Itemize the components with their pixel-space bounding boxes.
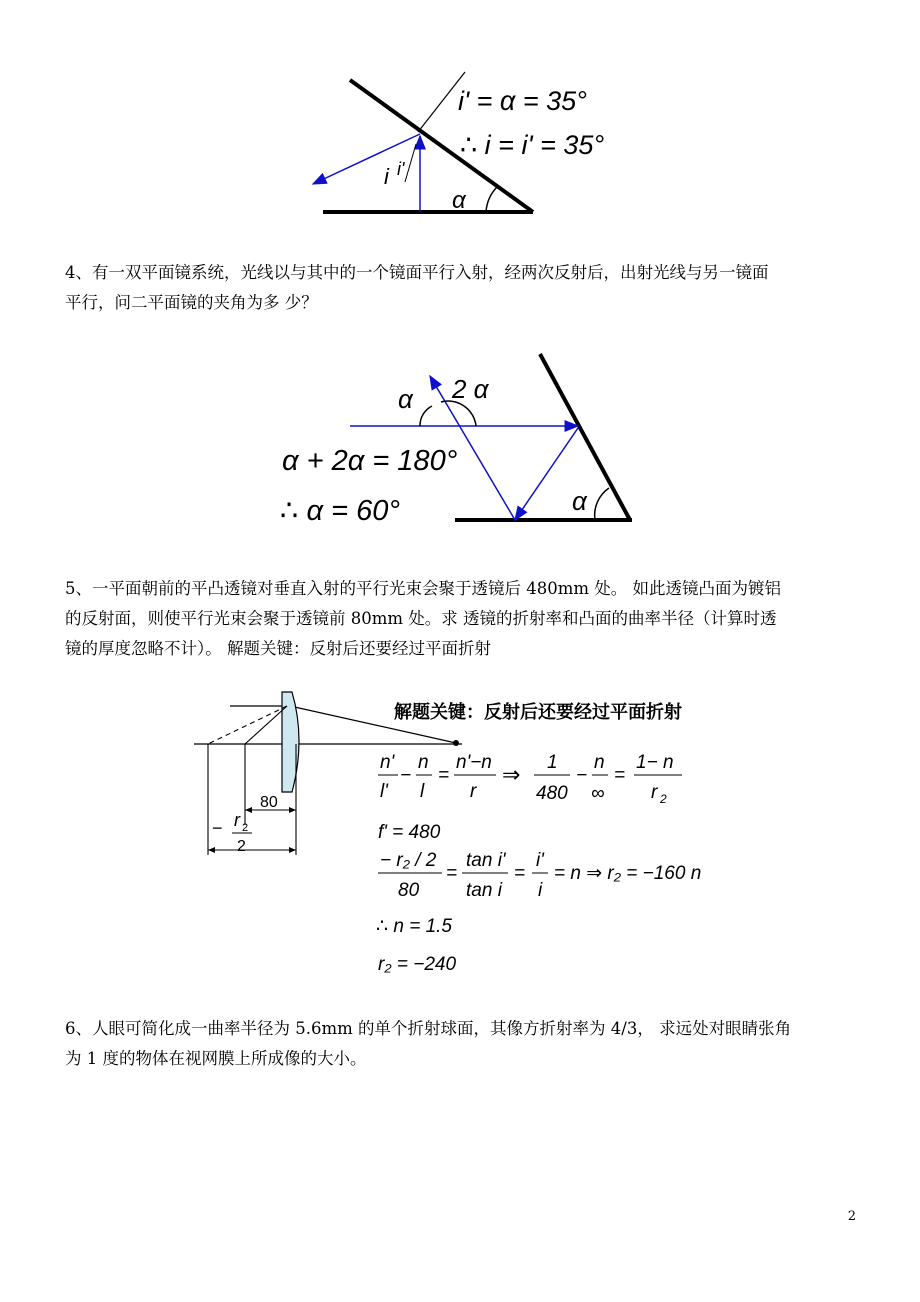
svg-text:∞: ∞: [591, 783, 605, 804]
problem-6: [65, 1014, 865, 1074]
svg-text:= n ⇒ r₂ = −160 n: = n ⇒ r₂ = −160 n: [554, 863, 702, 884]
svg-text:l: l: [420, 781, 425, 802]
figure-3-lens: [190, 680, 750, 980]
figure-1-single-mirror: [300, 72, 620, 222]
alpha-arc-bottom: [595, 488, 609, 520]
formula-4: ∴ n = 1.5: [376, 916, 452, 937]
svg-text:r: r: [651, 782, 658, 803]
svg-text:=: =: [438, 765, 450, 786]
svg-text:l': l': [380, 781, 388, 802]
equation-1: i' = α = 35°: [458, 86, 587, 116]
dim-minus: −: [212, 818, 223, 838]
svg-text:⇒: ⇒: [502, 762, 521, 787]
dim-80-label: 80: [260, 794, 278, 811]
svg-text:n: n: [418, 752, 429, 773]
focus-point: [453, 740, 459, 746]
key-text: 解题关键：反射后还要经过平面折射: [394, 702, 682, 723]
svg-text:r: r: [470, 781, 477, 802]
svg-text:=: =: [614, 765, 626, 786]
svg-text:80: 80: [398, 880, 420, 901]
problem-4-line-2: 平行，问二平面镜的夹角为多 少？: [65, 293, 318, 312]
page-number: 2: [847, 1209, 856, 1224]
problem-5-line-3: 镜的厚度忽略不计）。 解题关键：反射后还要经过平面折射: [65, 639, 491, 658]
svg-text:− r₂ / 2: − r₂ / 2: [380, 850, 437, 871]
equation-1: α + 2α = 180°: [282, 445, 458, 477]
dim-denominator: 2: [237, 838, 246, 855]
formula-5: r₂ = −240: [378, 954, 457, 975]
problem-5-line-2: 的反射面，则使平行光束会聚于透镜前 80mm 处。求 透镜的折射率和凸面的曲率半径（计算时透: [65, 609, 777, 628]
formula-2: f' = 480: [378, 822, 441, 843]
svg-text:i: i: [538, 880, 543, 901]
svg-text:n'−n: n'−n: [456, 752, 492, 773]
label-two-alpha: 2 α: [452, 374, 489, 404]
dim-r2: r: [234, 810, 240, 830]
equation-2: ∴ i = i' = 35°: [460, 130, 605, 160]
formula-3: [378, 850, 701, 901]
svg-text:i': i': [536, 850, 544, 871]
svg-text:480: 480: [536, 783, 568, 804]
svg-text:n: n: [594, 752, 605, 773]
svg-text:−: −: [576, 765, 588, 786]
svg-text:=: =: [514, 863, 526, 884]
problem-5: [65, 574, 865, 664]
formula-1: [378, 752, 682, 806]
svg-text:tan i': tan i': [466, 850, 506, 871]
svg-text:n': n': [380, 752, 395, 773]
label-i: i: [384, 164, 389, 189]
equation-2: ∴ α = 60°: [280, 495, 400, 527]
alpha-arc-left: [420, 406, 432, 426]
svg-text:1− n: 1− n: [636, 752, 674, 773]
reflected-ray-dashed: [208, 706, 287, 744]
svg-text:=: =: [446, 863, 458, 884]
svg-text:−: −: [400, 765, 412, 786]
dim-r2-sub: 2: [242, 822, 249, 834]
reflected-ray-1: [245, 706, 287, 744]
problem-6-line-2: 为 1 度的物体在视网膜上所成像的大小。: [65, 1049, 367, 1068]
problem-4: [65, 258, 865, 318]
problem-4-line-1: 4、有一双平面镜系统，光线以与其中的一个镜面平行入射，经两次反射后，出射光线与另一镜面: [65, 263, 769, 282]
label-i-prime: i': [397, 159, 405, 179]
normal-extension: [405, 144, 416, 182]
label-alpha-left: α: [398, 384, 413, 414]
label-alpha-bottom: α: [572, 486, 587, 516]
alpha-arc: [486, 186, 498, 212]
svg-text:1: 1: [547, 752, 558, 773]
svg-text:2: 2: [660, 792, 667, 806]
problem-5-line-1: 5、一平面朝前的平凸透镜对垂直入射的平行光束会聚于透镜后 480mm 处。 如此透镜凸面为镀铝: [65, 579, 782, 598]
figure-2-double-mirror: [270, 348, 650, 533]
problem-6-line-1: 6、人眼可简化成一曲率半径为 5.6mm 的单个折射球面，其像方折射率为 4/3， 求远处对眼睛张角: [65, 1019, 792, 1038]
label-alpha: α: [452, 187, 466, 214]
svg-text:tan i: tan i: [466, 880, 502, 901]
reflected-ray-1: [515, 428, 578, 520]
